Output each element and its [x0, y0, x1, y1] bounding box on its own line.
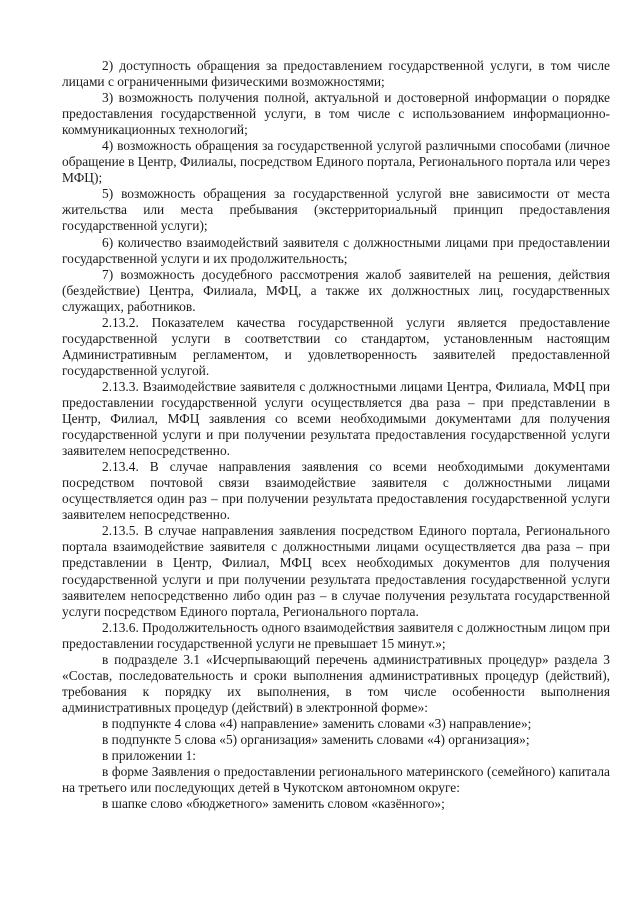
paragraph-2-13-6: 2.13.6. Продолжительность одного взаимодействия заявителя с должностным лицом при предоставлении государственной услуги не превышает 15 минут.»; [62, 619, 610, 651]
paragraph-item-3: 3) возможность получения полной, актуальной и достоверной информации о порядке предоставления государственной услуги, в том числе с использованием информационно-коммуникационных технологий; [62, 90, 610, 138]
paragraph-header-change: в шапке слово «бюджетного» заменить словом «казённого»; [102, 796, 445, 812]
paragraph-item-4: 4) возможность обращения за государственной услугой различными способами (личное обращение в Центр, Филиалы, посредством Единого портала, Регионального портала или через МФЦ); [62, 138, 610, 186]
paragraph-appendix-1: в приложении 1: [102, 748, 197, 764]
paragraph-application-form: в форме Заявления о предоставлении регионального материнского (семейного) капитала на третьего или последующих детей в Чукотском автономном округе: [62, 764, 610, 796]
paragraph-2-13-5: 2.13.5. В случае направления заявления посредством Единого портала, Регионального портала взаимодействие заявителя с должностными лицами осуществляется два раза – при представлении в Центр, Филиал, МФЦ всех необходимых документов для получения государственной услуги и при получении результата предоставления государственной услуги заявителем непосредственно либо один раз – в случае получения результата государственной услуги посредством Единого портала, Регионального портала. [62, 523, 610, 619]
paragraph-item-2: 2) доступность обращения за предоставлением государственной услуги, в том числе лицами с ограниченными физическими возможностями; [62, 58, 610, 90]
paragraph-subitem-5: в подпункте 5 слова «5) организация» заменить словами «4) организация»; [102, 731, 530, 747]
paragraph-2-13-2: 2.13.2. Показателем качества государственной услуги является предоставление государственной услуги в соответствии со стандартом, установленным настоящим Административным регламентом, и удовлетворенность заявителей предоставленной государственной услугой. [62, 314, 610, 378]
paragraph-2-13-3: 2.13.3. Взаимодействие заявителя с должностными лицами Центра, Филиала, МФЦ при предоставлении государственной услуги осуществляется два раза – при представлении в Центр, Филиал, МФЦ заявления со всеми необходимыми документами для получения государственной услуги и при получении результата предоставления государственной услуги заявителем непосредственно. [62, 378, 610, 459]
document-body [62, 58, 610, 812]
paragraph-item-7: 7) возможность досудебного рассмотрения жалоб заявителей на решения, действия (бездействие) Центра, Филиала, МФЦ, а также их должностных лиц, государственных служащих, работников. [62, 266, 610, 314]
paragraph-subitem-4: в подпункте 4 слова «4) направление» заменить словами «3) направление»; [102, 715, 532, 731]
paragraph-2-13-4: 2.13.4. В случае направления заявления со всеми необходимыми документами посредством почтовой связи взаимодействие заявителя с должностными лицами осуществляется один раз – при получении результата предоставления государственной услуги заявителем непосредственно. [62, 459, 610, 523]
paragraph-item-6: 6) количество взаимодействий заявителя с должностными лицами при предоставлении государственной услуги и их продолжительность; [62, 234, 610, 266]
paragraph-item-5: 5) возможность обращения за государственной услугой вне зависимости от места жительства или места пребывания (экстерриториальный принцип предоставления государственной услуги); [62, 186, 610, 234]
paragraph-subsection-3-1: в подразделе 3.1 «Исчерпывающий перечень административных процедур» раздела 3 «Состав, последовательность и сроки выполнения административных процедур (действий), требования к порядку их выполнения, в том числе особенности выполнения административных процедур (действий) в электронной форме»: [62, 651, 610, 715]
